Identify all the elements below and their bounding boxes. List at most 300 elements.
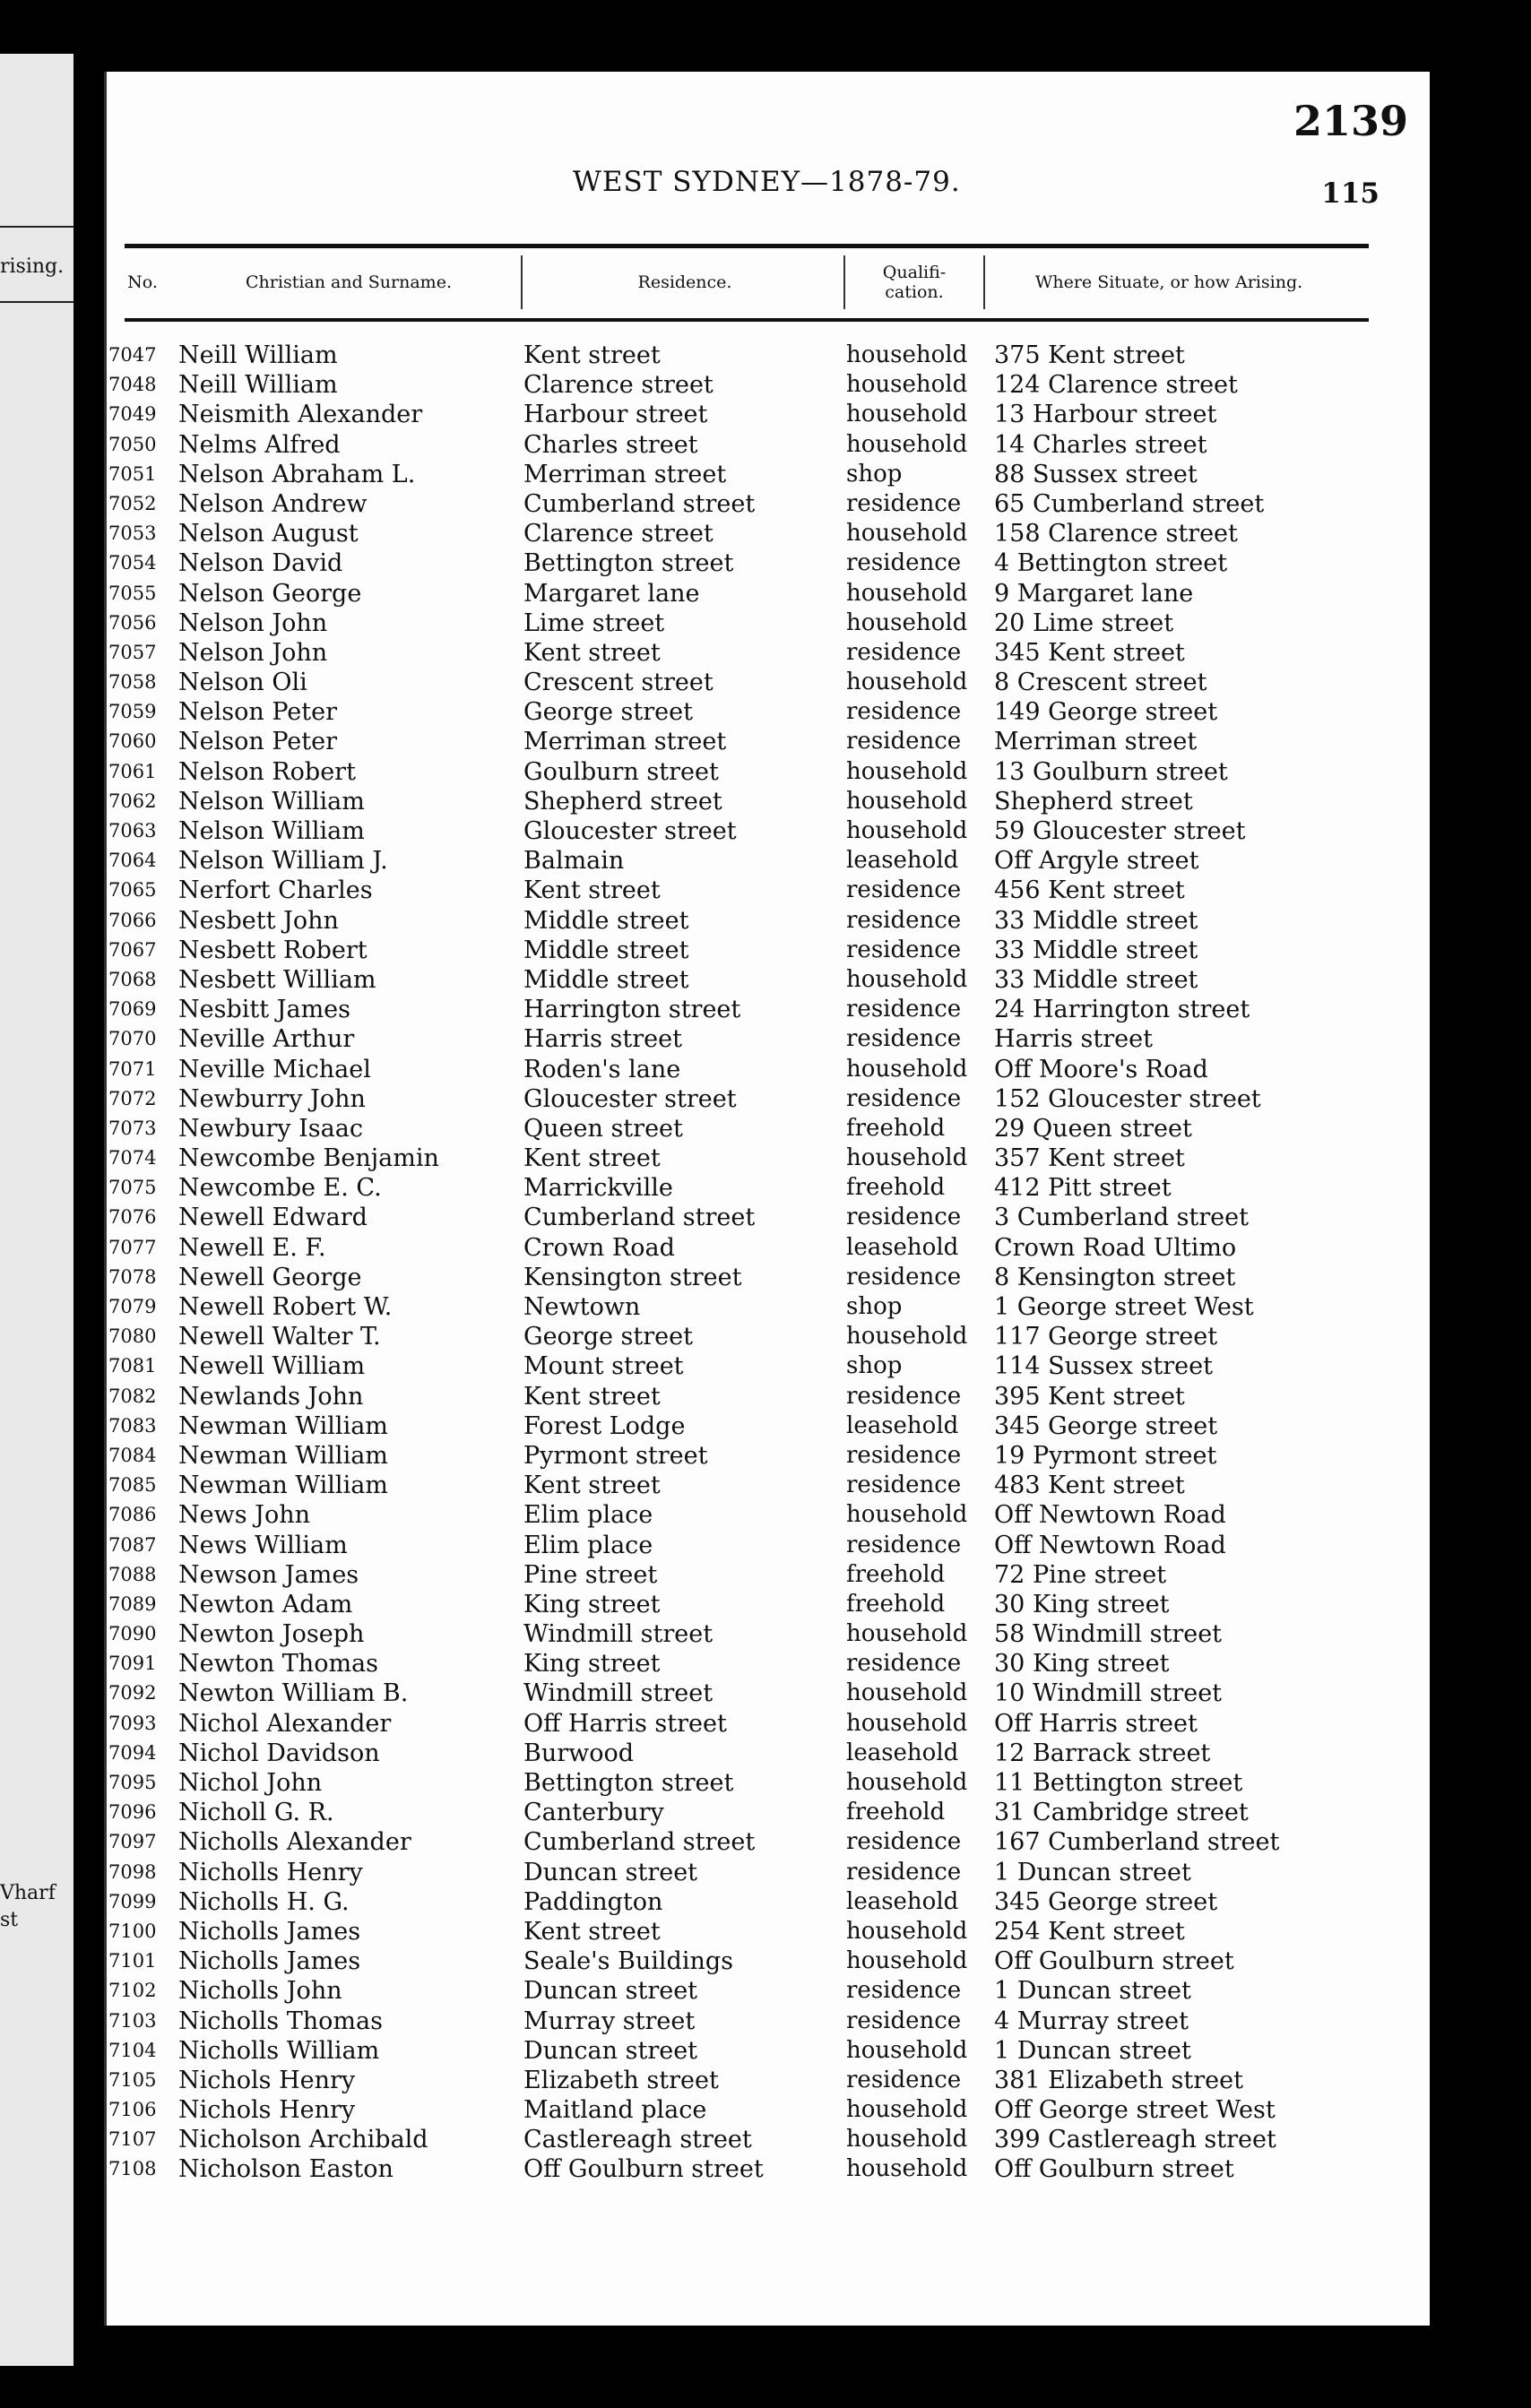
residence: Harrington street (523, 996, 741, 1024)
elector-name: Nelson John (178, 638, 328, 667)
where-situate: Off Goulburn street (994, 2155, 1234, 2184)
elector-name: Nelson David (178, 549, 343, 578)
entry-number: 7087 (108, 1533, 157, 1556)
entry-number: 7103 (108, 2009, 157, 2032)
where-situate: 1 Duncan street (994, 1977, 1191, 2006)
where-situate: 12 Barrack street (994, 1739, 1211, 1767)
entry-number: 7069 (108, 998, 157, 1021)
elector-name: Newman William (178, 1472, 388, 1500)
qualification: shop (846, 1293, 903, 1320)
residence: Bettington street (523, 549, 734, 578)
qualification: residence (846, 1084, 962, 1112)
elector-name: Nelson William J. (178, 847, 388, 876)
qualification: residence (846, 936, 962, 963)
table-row (107, 1173, 1430, 1203)
facing-page-rule (0, 301, 74, 303)
entry-number: 7092 (108, 1682, 157, 1705)
entry-number: 7096 (108, 1801, 157, 1824)
table-row (107, 936, 1430, 965)
where-situate: Off George street West (994, 2096, 1276, 2125)
where-situate: 9 Margaret lane (994, 579, 1194, 608)
residence: Murray street (523, 2007, 696, 2035)
elector-name: Newson James (178, 1560, 359, 1589)
entry-number: 7058 (108, 671, 157, 694)
entry-number: 7060 (108, 730, 157, 753)
elector-name: Newlands John (178, 1382, 364, 1411)
qualification: freehold (846, 1114, 946, 1142)
elector-name: Nichol John (178, 1769, 323, 1797)
table-row (107, 1322, 1430, 1351)
residence: Kent street (523, 1472, 661, 1500)
table-row (107, 2154, 1430, 2184)
table-row (107, 668, 1430, 697)
elector-name: Nichols Henry (178, 2066, 356, 2094)
qualification: leasehold (846, 847, 959, 875)
elector-name: Newell Walter T. (178, 1323, 381, 1351)
residence: Mount street (523, 1352, 684, 1381)
residence: Pyrmont street (523, 1441, 708, 1470)
entry-number: 7106 (108, 2099, 157, 2121)
header-rule-bottom (125, 318, 1369, 322)
elector-name: Nicholl G. R. (178, 1799, 334, 1827)
residence: Clarence street (523, 520, 714, 548)
table-row (107, 638, 1430, 668)
column-header-name: Christian and Surname. (246, 272, 452, 292)
qualification: freehold (846, 1799, 946, 1826)
elector-name: Neismith Alexander (178, 401, 423, 429)
where-situate: 10 Windmill street (994, 1679, 1223, 1708)
where-situate: Shepherd street (994, 787, 1193, 816)
residence: Seale's Buildings (523, 1947, 733, 1976)
qualification: household (846, 1144, 968, 1172)
qualification: household (846, 1679, 968, 1707)
elector-name: Nichol Alexander (178, 1709, 392, 1738)
table-row (107, 727, 1430, 756)
elector-name: Nicholls James (178, 1917, 361, 1946)
residence: Elim place (523, 1531, 653, 1559)
where-situate: 30 King street (994, 1590, 1170, 1618)
table-row (107, 370, 1430, 400)
where-situate: 8 Crescent street (994, 669, 1207, 697)
elector-name: Nichol Davidson (178, 1739, 380, 1767)
where-situate: 20 Lime street (994, 608, 1174, 637)
elector-name: Nelms Alfred (178, 430, 341, 459)
entry-number: 7107 (108, 2128, 157, 2151)
where-situate: 1 George street West (994, 1293, 1254, 1321)
residence: Forest Lodge (523, 1411, 686, 1440)
elector-name: Neville Arthur (178, 1025, 355, 1054)
qualification: household (846, 1620, 968, 1648)
qualification: household (846, 1055, 968, 1083)
where-situate: Off Moore's Road (994, 1055, 1208, 1083)
residence: Off Harris street (523, 1709, 727, 1738)
where-situate: 29 Queen street (994, 1114, 1192, 1143)
elector-name: Nelson August (178, 520, 359, 548)
qualification: residence (846, 876, 962, 904)
entry-number: 7057 (108, 641, 157, 663)
elector-name: Nelson Peter (178, 728, 337, 756)
entry-number: 7052 (108, 492, 157, 514)
qualification: household (846, 341, 968, 368)
elector-name: Neville Michael (178, 1055, 371, 1083)
residence: Margaret lane (523, 579, 700, 608)
where-situate: Off Harris street (994, 1709, 1198, 1738)
qualification: residence (846, 996, 962, 1023)
entry-number: 7062 (108, 790, 157, 812)
entry-number: 7095 (108, 1772, 157, 1793)
qualification: shop (846, 460, 903, 488)
table-row (107, 2007, 1430, 2036)
table-row (107, 1768, 1430, 1798)
table-row (107, 1500, 1430, 1530)
qualification: household (846, 2155, 968, 2183)
qualification: household (846, 2096, 968, 2124)
where-situate: Off Newtown Road (994, 1501, 1226, 1530)
table-row (107, 816, 1430, 846)
where-situate: 345 George street (994, 1887, 1218, 1916)
elector-name: Nelson William (178, 817, 365, 845)
table-row (107, 1084, 1430, 1114)
column-header-qualification: Qualifi- cation. (882, 263, 947, 302)
qualification: residence (846, 2066, 962, 2093)
entry-number: 7102 (108, 1980, 157, 2002)
elector-name: Nelson Oli (178, 669, 307, 697)
entry-number: 7077 (108, 1236, 157, 1258)
residence: Kent street (523, 1382, 661, 1411)
table-row (107, 787, 1430, 816)
where-situate: 58 Windmill street (994, 1620, 1223, 1649)
elector-name: Nelson John (178, 608, 328, 637)
elector-name: Newell William (178, 1352, 366, 1381)
residence: Duncan street (523, 2036, 698, 2065)
entry-number: 7090 (108, 1623, 157, 1645)
residence: Elizabeth street (523, 2066, 719, 2094)
qualification: residence (846, 1263, 962, 1290)
register-entries (107, 341, 1430, 2185)
qualification: residence (846, 1977, 962, 2005)
elector-name: Newman William (178, 1411, 388, 1440)
where-situate: 31 Cambridge street (994, 1799, 1249, 1827)
elector-name: Nicholls H. G. (178, 1887, 350, 1916)
qualification: residence (846, 549, 962, 577)
where-situate: Off Argyle street (994, 847, 1199, 876)
elector-name: Nicholls James (178, 1947, 361, 1976)
entry-number: 7078 (108, 1265, 157, 1288)
residence: Cumberland street (523, 1828, 756, 1857)
entry-number: 7050 (108, 433, 157, 455)
table-row (107, 2095, 1430, 2125)
qualification: freehold (846, 1174, 946, 1202)
qualification: residence (846, 1025, 962, 1053)
entry-number: 7098 (108, 1860, 157, 1883)
where-situate: 13 Goulburn street (994, 757, 1228, 786)
qualification: household (846, 520, 968, 548)
qualification: residence (846, 698, 962, 726)
entry-number: 7072 (108, 1087, 157, 1109)
qualification: household (846, 1947, 968, 1975)
table-row (107, 400, 1430, 429)
elector-name: Nicholls William (178, 2036, 380, 2065)
table-row (107, 757, 1430, 787)
residence: Lime street (523, 608, 665, 637)
residence: King street (523, 1650, 661, 1679)
residence: Balmain (523, 847, 625, 876)
entry-number: 7086 (108, 1504, 157, 1526)
column-divider (843, 255, 845, 309)
residence: Gloucester street (523, 817, 737, 845)
residence: Burwood (523, 1739, 635, 1767)
residence: Clarence street (523, 371, 714, 400)
column-header-no: No. (127, 272, 158, 292)
header-rule-top (125, 244, 1369, 248)
residence: Middle street (523, 965, 689, 994)
elector-name: Nesbett William (178, 965, 376, 994)
table-row (107, 460, 1430, 489)
where-situate: 59 Gloucester street (994, 817, 1246, 845)
where-situate: 30 King street (994, 1650, 1170, 1679)
where-situate: 152 Gloucester street (994, 1084, 1261, 1113)
residence: Charles street (523, 430, 698, 459)
qualification: household (846, 965, 968, 993)
elector-name: Nelson William (178, 787, 365, 816)
residence: Kensington street (523, 1263, 742, 1291)
table-row (107, 1917, 1430, 1946)
where-situate: 412 Pitt street (994, 1174, 1172, 1203)
elector-name: Nichols Henry (178, 2096, 356, 2125)
entry-number: 7074 (108, 1147, 157, 1169)
qualification: residence (846, 489, 962, 517)
table-row (107, 1679, 1430, 1708)
entry-number: 7068 (108, 968, 157, 990)
elector-name: Newell Robert W. (178, 1293, 393, 1321)
qualification: household (846, 430, 968, 458)
qualification: residence (846, 1531, 962, 1558)
elector-name: News John (178, 1501, 311, 1530)
qualification: residence (846, 2007, 962, 2034)
entry-number: 7083 (108, 1414, 157, 1437)
entry-number: 7088 (108, 1563, 157, 1585)
entry-number: 7073 (108, 1117, 157, 1139)
elector-name: Newton Thomas (178, 1650, 379, 1679)
qualification: household (846, 608, 968, 636)
entry-number: 7071 (108, 1057, 157, 1080)
residence: Roden's lane (523, 1055, 681, 1083)
qualification: residence (846, 1204, 962, 1231)
where-situate: 24 Harrington street (994, 996, 1250, 1024)
qualification: residence (846, 906, 962, 934)
residence: Pine street (523, 1560, 658, 1589)
entry-number: 7101 (108, 1950, 157, 1972)
elector-name: Nelson George (178, 579, 362, 608)
table-row (107, 1858, 1430, 1887)
facing-page-edge (0, 54, 74, 2366)
residence: Bettington street (523, 1769, 734, 1797)
where-situate: 345 George street (994, 1411, 1218, 1440)
table-row (107, 548, 1430, 578)
residence: Shepherd street (523, 787, 722, 816)
table-row (107, 2036, 1430, 2066)
residence: Harris street (523, 1025, 682, 1054)
residence: Marrickville (523, 1174, 673, 1203)
elector-name: Nicholson Archibald (178, 2126, 428, 2154)
residence: Harbour street (523, 401, 708, 429)
residence: Cumberland street (523, 489, 756, 518)
entry-number: 7065 (108, 879, 157, 902)
table-row (107, 1590, 1430, 1619)
entry-number: 7049 (108, 403, 157, 426)
where-situate: 14 Charles street (994, 430, 1207, 459)
entry-number: 7089 (108, 1592, 157, 1615)
qualification: residence (846, 728, 962, 755)
qualification: residence (846, 638, 962, 666)
residence: George street (523, 698, 693, 727)
entry-number: 7080 (108, 1325, 157, 1348)
residence: Duncan street (523, 1858, 698, 1886)
elector-name: Newton Adam (178, 1590, 353, 1618)
table-row (107, 906, 1430, 936)
table-row (107, 846, 1430, 876)
where-situate: 254 Kent street (994, 1917, 1185, 1946)
table-row (107, 579, 1430, 608)
residence: Off Goulburn street (523, 2155, 764, 2184)
qualification: freehold (846, 1590, 946, 1618)
qualification: household (846, 579, 968, 607)
qualification: residence (846, 1441, 962, 1469)
elector-name: Nicholls John (178, 1977, 342, 2006)
table-row (107, 1798, 1430, 1827)
entry-number: 7076 (108, 1206, 157, 1229)
entry-number: 7099 (108, 1890, 157, 1912)
elector-name: Nicholls Alexander (178, 1828, 411, 1857)
table-row (107, 965, 1430, 995)
qualification: household (846, 1709, 968, 1737)
residence: Kent street (523, 1144, 661, 1173)
entry-number: 7079 (108, 1296, 157, 1317)
residence: Paddington (523, 1887, 663, 1916)
entry-number: 7061 (108, 760, 157, 782)
where-situate: 8 Kensington street (994, 1263, 1236, 1291)
table-row (107, 2125, 1430, 2154)
facing-page-rule (0, 226, 74, 228)
residence: Gloucester street (523, 1084, 737, 1113)
qualification: leasehold (846, 1739, 959, 1766)
entry-number: 7084 (108, 1444, 157, 1466)
elector-name: Nicholls Henry (178, 1858, 363, 1886)
where-situate: 124 Clarence street (994, 371, 1238, 400)
residence: Crescent street (523, 669, 714, 697)
where-situate: Crown Road Ultimo (994, 1233, 1237, 1262)
entry-number: 7105 (108, 2068, 157, 2091)
where-situate: 1 Duncan street (994, 2036, 1191, 2065)
entry-number: 7051 (108, 462, 157, 485)
table-row (107, 1739, 1430, 1768)
qualification: household (846, 1501, 968, 1529)
residence: Canterbury (523, 1799, 664, 1827)
where-situate: 399 Castlereagh street (994, 2126, 1276, 2154)
table-row (107, 489, 1430, 519)
column-header-residence: Residence. (637, 272, 732, 292)
residence: Cumberland street (523, 1204, 756, 1232)
qualification: household (846, 757, 968, 785)
table-row (107, 1292, 1430, 1322)
entry-number: 7056 (108, 611, 157, 634)
table-row (107, 1827, 1430, 1857)
column-header-where: Where Situate, or how Arising. (1034, 272, 1303, 292)
qualification: household (846, 2126, 968, 2153)
elector-name: Nelson Robert (178, 757, 356, 786)
where-situate: 395 Kent street (994, 1382, 1185, 1411)
entry-number: 7047 (108, 344, 157, 366)
where-situate: 3 Cumberland street (994, 1204, 1249, 1232)
where-situate: Harris street (994, 1025, 1153, 1054)
entry-number: 7067 (108, 938, 157, 961)
residence: Kent street (523, 638, 661, 667)
elector-name: Newman William (178, 1441, 388, 1470)
where-situate: 65 Cumberland street (994, 489, 1265, 518)
residence: Duncan street (523, 1977, 698, 2006)
column-divider (983, 255, 985, 309)
where-situate: 4 Bettington street (994, 549, 1228, 578)
elector-name: Nesbett John (178, 906, 339, 935)
entry-number: 7085 (108, 1474, 157, 1497)
qualification: leasehold (846, 1233, 959, 1261)
residence: Maitland place (523, 2096, 707, 2125)
facing-page-header-fragment: rising. (0, 255, 65, 278)
where-situate: 33 Middle street (994, 906, 1198, 935)
where-situate: 149 George street (994, 698, 1218, 727)
table-row (107, 1144, 1430, 1173)
where-situate: 114 Sussex street (994, 1352, 1213, 1381)
elector-name: Nelson Andrew (178, 489, 368, 518)
table-row (107, 519, 1430, 548)
table-row (107, 697, 1430, 727)
where-situate: 1 Duncan street (994, 1858, 1191, 1886)
entry-number: 7063 (108, 820, 157, 842)
entry-number: 7075 (108, 1177, 157, 1199)
entry-number: 7081 (108, 1355, 157, 1377)
elector-name: Nesbitt James (178, 996, 351, 1024)
where-situate: 375 Kent street (994, 341, 1185, 369)
table-row (107, 1351, 1430, 1381)
table-row (107, 430, 1430, 460)
table-row (107, 1531, 1430, 1560)
residence: Castlereagh street (523, 2126, 752, 2154)
where-situate: Off Goulburn street (994, 1947, 1234, 1976)
where-situate: 88 Sussex street (994, 460, 1198, 488)
residence: Windmill street (523, 1620, 714, 1649)
table-row (107, 1619, 1430, 1649)
elector-name: Newburry John (178, 1084, 366, 1113)
residence: Merriman street (523, 460, 727, 488)
where-situate: 33 Middle street (994, 965, 1198, 994)
residence: Crown Road (523, 1233, 675, 1262)
qualification: household (846, 1769, 968, 1796)
elector-name: Newton Joseph (178, 1620, 365, 1649)
elector-name: Newell Edward (178, 1204, 368, 1232)
qualification: household (846, 787, 968, 815)
entry-number: 7082 (108, 1385, 157, 1407)
table-row (107, 1441, 1430, 1471)
qualification: household (846, 371, 968, 399)
qualification: household (846, 817, 968, 844)
qualification: shop (846, 1352, 903, 1380)
table-row (107, 608, 1430, 638)
residence: Newtown (523, 1293, 641, 1321)
residence: Middle street (523, 936, 689, 964)
elector-name: Neill William (178, 341, 338, 369)
entry-number: 7070 (108, 1028, 157, 1050)
qualification: residence (846, 1382, 962, 1410)
